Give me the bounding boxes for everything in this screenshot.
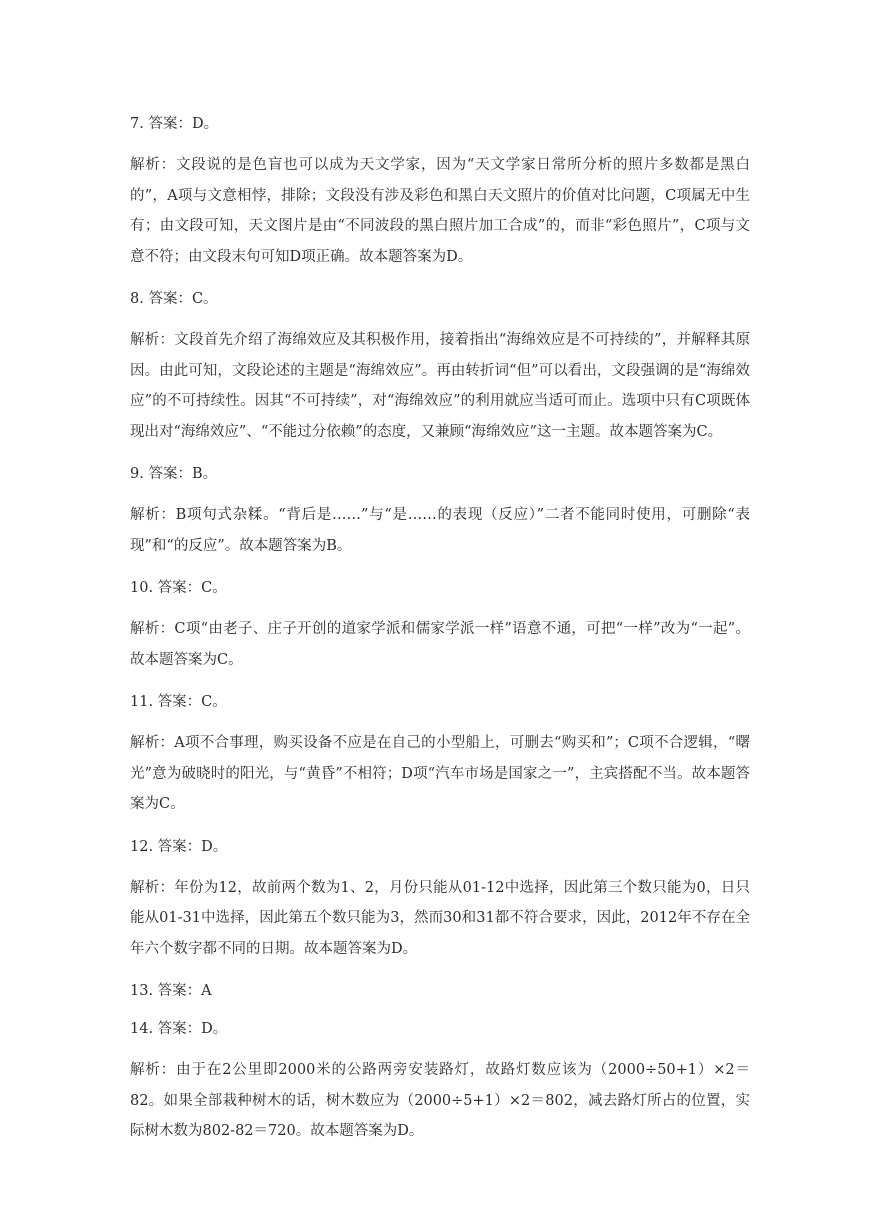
analysis-7: 解析：文段说的是色盲也可以成为天文学家，因为“天文学家日常所分析的照片多数都是黑白的”，A项与文意相悖，排除；文段没有涉及彩色和黑白天文照片的价值对比问题，C项属无中生有；由文段可知，天文图片是由“不同波段的黑白照片加工合成”的，而非“彩色照片”，C项与文意不符；由文段末句可知D项正确。故本题答案为D。 xyxy=(130,157,750,265)
answer-8: 8. 答案：C。 xyxy=(130,291,218,307)
analysis-11: 解析：A项不合事理，购买设备不应是在自己的小型船上，可删去“购买和”；C项不合逻辑，“曙光”意为破晓时的阳光，与“黄昏”不相符；D项“汽车市场是国家之一”，主宾搭配不当。故本题答案为C。 xyxy=(130,735,750,812)
analysis-12: 解析：年份为12，故前两个数为1、2，月份只能从01-12中选择，因此第三个数只能为0，日只能从01-31中选择，因此第五个数只能为3，然而30和31都不符合要求，因此，2012年不存在全年六个数字都不同的日期。故本题答案为D。 xyxy=(130,879,750,957)
answer-12: 12. 答案：D。 xyxy=(130,838,228,855)
analysis-9: 解析：B项句式杂糅。“背后是……”与“是……的表现（反应）”二者不能同时使用，可删除“表现”和“的反应”。故本题答案为B。 xyxy=(130,507,750,554)
answer-9: 9. 答案：B。 xyxy=(130,466,218,482)
answer-13: 13. 答案：A xyxy=(130,983,212,999)
answer-10: 10. 答案：C。 xyxy=(130,580,227,596)
answer-11: 11. 答案：C。 xyxy=(130,694,227,710)
analysis-14: 解析：由于在2公里即2000米的公路两旁安装路灯，故路灯数应该为（2000÷50+1）×2＝82。如果全部栽种树木的话，树木数应为（2000÷5+1）×2＝802，减去路灯所占的位置，实际树木数为802-82＝720。故本题答案为D。 xyxy=(130,1062,750,1139)
answer-key-page xyxy=(130,112,750,1162)
answer-14: 14. 答案：D。 xyxy=(130,1021,228,1037)
answer-7: 7. 答案：D。 xyxy=(130,116,219,132)
analysis-10: 解析：C项“由老子、庄子开创的道家学派和儒家学派一样”语意不通，可把“一样”改为“一起”。故本题答案为C。 xyxy=(130,621,750,668)
analysis-8: 解析：文段首先介绍了海绵效应及其积极作用，接着指出“海绵效应是不可持续的”，并解释其原因。由此可知，文段论述的主题是“海绵效应”。再由转折词“但”可以看出，文段强调的是“海绵效应”的不可持续性。因其“不可持续”，对“海绵效应”的利用就应当适可而止。选项中只有C项既体现出对“海绵效应”、“不能过分依赖”的态度，又兼顾“海绵效应”这一主题。故本题答案为C。 xyxy=(130,332,750,440)
